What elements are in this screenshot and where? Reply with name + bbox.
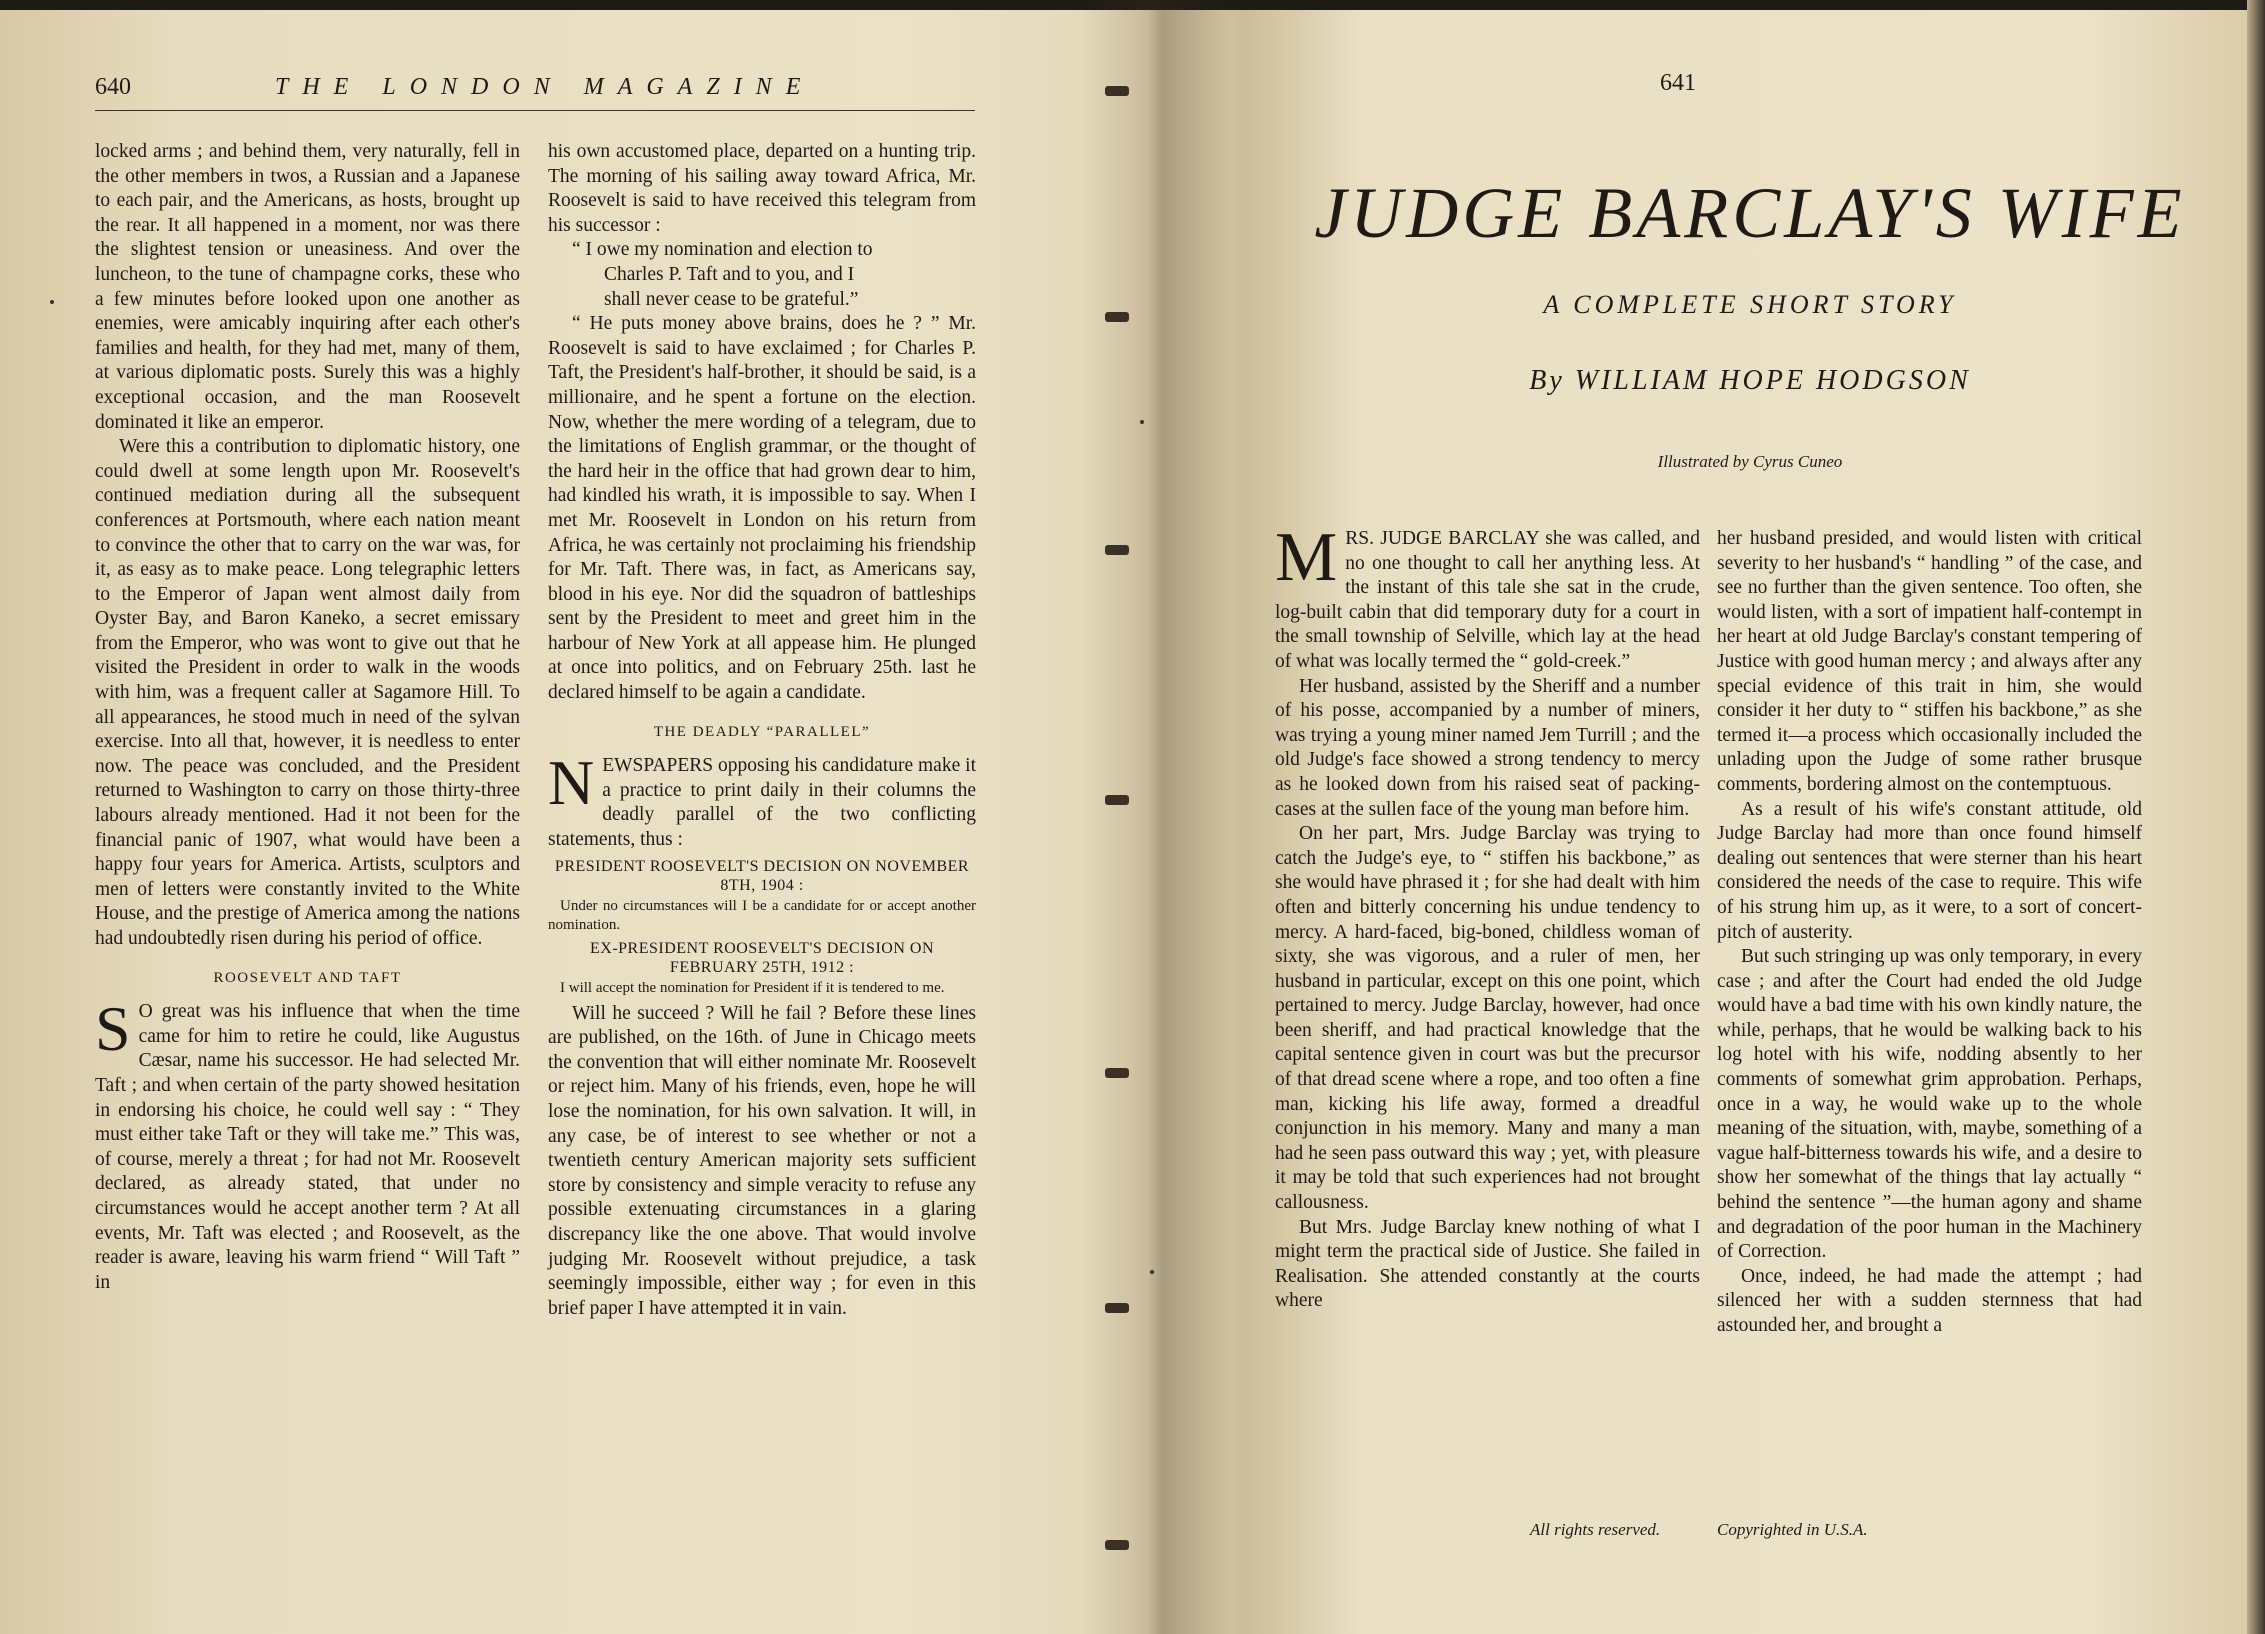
paragraph: Once, indeed, he had made the attempt ; had silenced her with a sudden sternness that had astounded her, and brought a [1717,1265,2142,1336]
text-column-2 [1717,527,2142,1339]
running-head [95,70,975,111]
scan-speck [1150,1270,1154,1274]
text-column-1 [95,140,520,1295]
paragraph: Will he succeed ? Will he fail ? Before these lines are published, on the 16th. of June in Chicago meets the convention that will either nominate Mr. Roosevelt or reject him. Many of his friends, even, hope he will lose the nomination, for his own salvation. It will, in any case, be of interest to see whether or not a twentieth century American majority sets sufficient store by consistency and simple veracity to refuse any possible extenuating circumstances in a glaring discrepancy like the one above. That would involve judging Mr. Roosevelt without prejudice, a task seemingly impossible, either way ; for even in this brief paper I have attempted it in vain. [548,1002,976,1319]
binding-stitch [1105,1303,1129,1313]
paragraph-text: EWSPAPERS opposing his candidature make it a practice to print daily in their columns the deadly parallel of the two conflicting statements, thus : [548,755,976,851]
section-heading: THE DEADLY “PARALLEL” [653,723,871,740]
copyright-notice: Copyrighted in U.S.A. [1717,1520,1868,1539]
page-number: 640 [95,74,131,100]
statement-text: I will accept the nomination for President if it is tendered to me. [560,979,945,996]
telegram-quote [548,238,976,312]
rights-notice: All rights reserved. [1530,1520,1661,1539]
magazine-title: THE LONDON MAGAZINE [275,74,815,100]
story-subtitle: A COMPLETE SHORT STORY [1543,290,1957,319]
paragraph [548,747,976,852]
illustrator-credit: Illustrated by Cyrus Cuneo [1657,452,1843,471]
scan-speck [1140,420,1144,424]
paragraph: “ He puts money above brains, does he ? ” Mr. Roosevelt is said to have exclaimed ; for Charles P. Taft, the President's half-brother, it should be said, is a millionaire, and he spent a fortune on the election. Now, whether the mere wording of a telegram, due to the limitations of English grammar, or the thought of the hard heir in the office that had grown dear to him, had kindled his wrath, it is impossible to say. When I met Mr. Roosevelt in London on his return from Africa, he was certainly not proclaiming his friendship for Mr. Taft. There was, in fact, as Americans say, blood in his eye. Nor did the squadron of battleships sent by the President to meet and greet him in the harbour of New York at all appease him. He plunged at once into politics, and on February 25th. last he declared himself to be again a candidate. [548,313,976,704]
right-page [1150,0,2250,1634]
author-byline: By WILLIAM HOPE HODGSON [1529,365,1971,396]
binding-stitch [1105,795,1129,805]
quote-line: Charles P. Taft and to you, and I [604,263,855,285]
drop-cap: N [548,747,595,819]
section-heading: ROOSEVELT AND TAFT [213,969,402,986]
statement-heading: EX-PRESIDENT ROOSEVELT'S DECISION ON FEBRUARY 25TH, 1912 : [589,939,934,976]
statement-heading: PRESIDENT ROOSEVELT'S DECISION ON NOVEMBER 8TH, 1904 : [554,857,970,894]
paragraph: Her husband, assisted by the Sheriff and a number of his posse, accompanied by a number of miners, was trying a young miner named Jem Turrill ; and the old Judge's face showed a strong tendency to mercy as he looked down from his raised seat of packing-cases at the sullen face of the young man before him. [1275,675,1700,820]
quote-line: shall never cease to be grateful.” [604,288,859,310]
paragraph-text: O great was his influence that when the time came for him to retire he could, like Augustus Cæsar, name his successor. He had selected Mr. Taft ; and when certain of the party showed hesitation in endorsing his choice, he could well say : “ They must either take Taft or they will take me.” This was, of course, merely a threat ; for had not Mr. Roosevelt declared, as already stated, that under no circumstances would he accept another term ? At all events, Mr. Taft was elected ; and Roosevelt, as the reader is aware, leaving his warm friend “ Will Taft ” in [95,1001,520,1293]
story-title: JUDGE BARCLAY'S WIFE [1314,173,2186,253]
paragraph [1275,519,1700,675]
drop-cap: M [1275,519,1338,596]
paragraph: his own accustomed place, departed on a hunting trip. The morning of his sailing away toward Africa, Mr. Roosevelt is said to have received this telegram from his successor : [548,141,976,236]
running-head [1660,70,1740,110]
drop-cap: S [95,993,131,1065]
paragraph-text: RS. JUDGE BARCLAY she was called, and no one thought to call her anything less. At the instant of this tale she sat in the crude, log-built cabin that did temporary duty for a court in the small township of Selville, which lay at the head of what was locally termed the “ gold-creek.” [1275,528,1700,672]
left-page [0,0,1100,1634]
page-number: 641 [1660,70,1696,96]
binding-stitch [1105,1540,1129,1550]
paragraph: her husband presided, and would listen with critical severity to her husband's “ handling ” of the case, and see no further than the given sentence. Too often, she would listen, with a sort of impatient half-contempt in her heart at old Judge Barclay's constant tempering of Justice with good human mercy ; and always after any special evidence of this trait in him, she would consider it her duty to “ stiffen his backbone,” as she termed it—a process which occasionally included the unlading upon the Judge of some rather brusque comments, bordering almost on the contemptuous. [1717,528,2142,795]
paragraph [95,993,520,1295]
paragraph: But such stringing up was only temporary, in every case ; and after the Court had ended the old Judge would have a bad time with his own kindly nature, the while, perhaps, that he would be walking back to his log hotel with his wife, nodding absently to her comments of somewhat grim approbation. Perhaps, once in a way, he would wake up to the whole meaning of the situation, with, maybe, something of a vague half-bitterness towards his wife, and a desire to show her somewhat of the things that lay actually “ behind the sentence ”—the human agony and shame and degradation of the poor human in the Machinery of Correction. [1717,946,2142,1263]
binding-stitch [1105,1068,1129,1078]
binding-stitch [1105,86,1129,96]
paragraph: locked arms ; and behind them, very naturally, fell in the other members in twos, a Russian and a Japanese to each pair, and the Americans, as hosts, brought up the rear. It all happened in a moment, nor was there the slightest tension or uneasiness. And over the luncheon, to the tune of champagne corks, these who a few minutes before looked upon one another as enemies, were amicably inquiring after each other's families and health, for they had met, many of them, at various diplomatic posts. Surely this was a highly exceptional occasion, and the man Roosevelt dominated it like an emperor. [95,141,520,433]
paragraph: On her part, Mrs. Judge Barclay was trying to catch the Judge's eye, to “ stiffen his backbone,” as she would have phrased it ; for she had dealt with him often and bitterly concerning his undue tendency to mercy. A hard-faced, big-boned, childless woman of sixty, she was vigorous, and a ruler of men, her husband in particular, except on this one point, which pertained to mercy. Judge Barclay, however, had once been sheriff, and had practical knowledge that the capital sentence given in court was but the precursor of that dread scene where a rope, and too often a fine man, kicking his life away, formed a dreadful conjunction in his memory. Many and many a man had he seen pass outward this way ; yet, with pleasure it may be told that such experiences had not brought callousness. [1275,823,1700,1214]
text-column-1 [1275,519,1700,1314]
statement-text: Under no circumstances will I be a candidate for or accept another nomination. [548,897,976,933]
text-column-2 [548,140,976,1321]
paragraph: But Mrs. Judge Barclay knew nothing of what I might term the practical side of Justice. She failed in Realisation. She attended constantly at the courts where [1275,1216,1700,1312]
quote-line: “ I owe my nomination and election to [572,239,873,261]
paragraph: As a result of his wife's constant attitude, old Judge Barclay had more than once found himself dealing out sentences that were sterner than his heart considered the needs of the case to require. This wife of his strung him up, as it were, to a sort of concert-pitch of austerity. [1717,798,2142,943]
paragraph: Were this a contribution to diplomatic history, one could dwell at some length upon Mr. Roosevelt's continued mediation during all the subsequent conferences at Portsmouth, where each nation meant to convince the other that to carry on the war was, for it, as easy as to make peace. Long telegraphic letters to the Emperor of Japan went almost daily from Oyster Bay, and Baron Kaneko, a secret emissary from the Emperor, who was wont to give out that he visited the President in order to walk in the woods with him, was a frequent caller at Sagamore Hill. To all appearances, he stood much in need of the sylvan exercise. Into all that, however, it is needless to enter now. The peace was concluded, and the President returned to Washington to carry on those thirty-three labours already mentioned. Had it not been for the financial panic of 1907, what would have been a happy four years for America. Artists, sculptors and men of letters were constantly invited to the White House, and the prestige of America among the nations had undoubtedly risen during his period of office. [95,436,520,949]
scan-speck [50,300,54,304]
binding-stitch [1105,312,1129,322]
binding-stitch [1105,545,1129,555]
